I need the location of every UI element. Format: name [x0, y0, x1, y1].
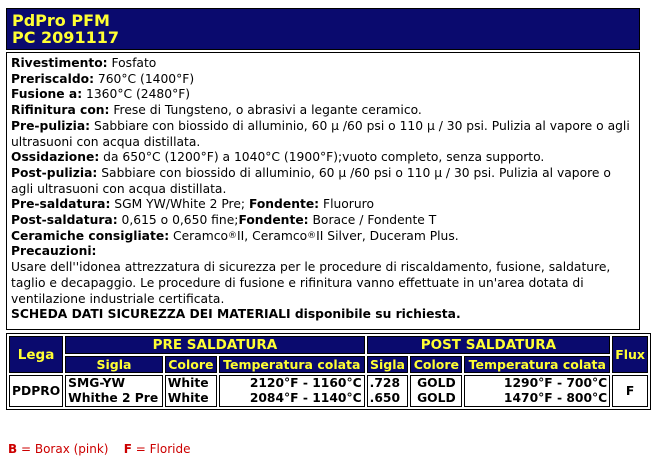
- flux-legend: B = Borax (pink) F = Floride: [8, 442, 191, 456]
- rivestimento-row: Rivestimento: Fosfato: [11, 56, 157, 70]
- product-name: PdPro PFM: [12, 11, 110, 30]
- msds-note: SCHEDA DATI SICUREZZA DEI MATERIALI disponibile su richiesta.: [11, 307, 461, 322]
- col-pre-temp: Temperatura colata: [219, 356, 365, 373]
- registered-mark: ®: [307, 230, 317, 241]
- col-flux: Flux: [612, 336, 648, 373]
- preriscaldo-row: Preriscaldo: 760°C (1400°F): [11, 71, 195, 86]
- cell-post-sigla: .728 .650: [367, 375, 409, 407]
- group-post-saldatura: POST SALDATURA: [367, 336, 611, 354]
- product-code: PC 2091117: [12, 28, 119, 47]
- col-pre-colore: Colore: [165, 356, 217, 373]
- title-banner: [6, 8, 640, 50]
- precauzioni-text: Usare dell''idonea attrezzatura di sicurezza per le procedure di riscaldamento, fusione, saldature, taglio e decapaggio. Le procedure di fusione e rifinitura vanno effettuate in un'area dotata di ventilazione industriale certificata.: [11, 260, 611, 306]
- col-pre-sigla: Sigla: [65, 356, 163, 373]
- registered-mark: ®: [228, 230, 238, 241]
- cell-post-temp: 1290°F - 700°C 1470°F - 800°C: [464, 375, 610, 407]
- prepulizia-row: Pre-pulizia: Sabbiare con biossido di alluminio, 60 µ /60 psi o 110 µ / 30 psi. Pulizia al vapore o agli ultrasuoni con acqua distillata.: [11, 118, 630, 149]
- precauzioni-heading: Precauzioni:: [11, 244, 97, 259]
- cell-flux: F: [612, 375, 648, 407]
- col-post-colore: Colore: [410, 356, 462, 373]
- specifications-box: [6, 52, 640, 330]
- solder-table: [6, 333, 651, 410]
- cell-pre-temp: 2120°F - 1160°C 2084°F - 1140°C: [219, 375, 365, 407]
- presaldatura-row: Pre-saldatura: SGM YW/White 2 Pre; Fondente: Fluoruro: [11, 197, 374, 212]
- ceramiche-row: Ceramiche consigliate: Ceramco®II, Ceramco®II Silver, Duceram Plus.: [11, 228, 459, 243]
- cell-post-colore: GOLD GOLD: [410, 375, 462, 407]
- cell-pre-colore: White White: [165, 375, 217, 407]
- cell-lega: PDPRO: [9, 375, 63, 407]
- postpulizia-row: Post-pulizia: Sabbiare con biossido di alluminio, 60 µ /60 psi o 110 µ / 30 psi. Pulizia al vapore o agli ultrasuoni con acqua distillata.: [11, 165, 611, 196]
- group-pre-saldatura: PRE SALDATURA: [65, 336, 365, 354]
- ossidazione-row: Ossidazione: da 650°C (1200°F) a 1040°C (1900°F);vuoto completo, senza supporto.: [11, 150, 545, 165]
- table-row: [9, 375, 648, 407]
- legend-b-key: B: [8, 442, 18, 456]
- col-lega: Lega: [9, 336, 63, 373]
- legend-f-key: F: [123, 442, 132, 456]
- fusione-row: Fusione a: 1360°C (2480°F): [11, 87, 191, 102]
- col-post-temp: Temperatura colata: [464, 356, 610, 373]
- rifinitura-row: Rifinitura con: Frese di Tungsteno, o abrasivi a legante ceramico.: [11, 103, 422, 118]
- postsaldatura-row: Post-saldatura: 0,615 o 0,650 fine;Fondente: Borace / Fondente T: [11, 213, 437, 228]
- col-post-sigla: Sigla: [367, 356, 409, 373]
- cell-pre-sigla: SMG-YW Whithe 2 Pre: [65, 375, 163, 407]
